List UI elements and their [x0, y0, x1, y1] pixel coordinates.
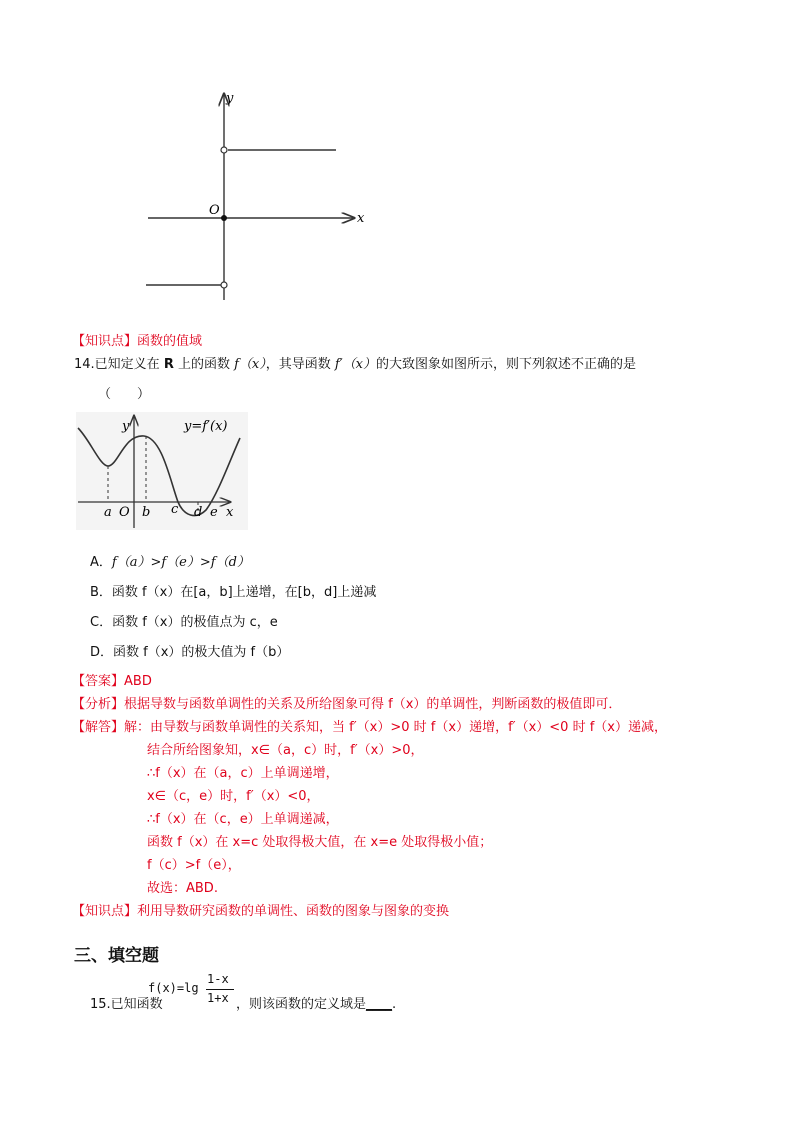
answer-blank[interactable]: ____: [366, 997, 393, 1012]
analysis: 【分析】根据导数与函数单调性的关系及所给图象可得 f（x）的单调性，判断函数的极值即可．: [72, 697, 622, 712]
question-14-stem: 14.已知定义在 R 上的函数 f（x），其导函数 f′（x）的大致图象如图所示，则下列叙述不正确的是: [74, 357, 637, 372]
section-heading: 三、填空题: [74, 946, 159, 966]
g2-x-label: x: [226, 505, 234, 520]
solution-line-3: x∈（c，e）时，f′（x）<0，: [147, 789, 320, 804]
origin-point: [221, 215, 227, 221]
kp13-text: 函数的值域: [137, 334, 203, 349]
solution-line-4: ∴f（x）在（c，e）上单调递减，: [147, 812, 339, 827]
q15-formula-fx: f(x)=lg: [148, 981, 199, 995]
q15-fraction-numerator: 1-x: [207, 972, 229, 986]
answer: 【答案】ABD: [72, 674, 152, 689]
g2-e-label: e: [210, 505, 218, 520]
knowledge-point-13: [72, 333, 202, 351]
derivative-graph: [70, 410, 250, 532]
g2-d-label: d: [194, 505, 203, 520]
graph1-origin-label: O: [209, 203, 220, 218]
option-A[interactable]: A．f（a）>f（e）>f（d）: [90, 555, 250, 570]
g2-y-label: y: [122, 419, 130, 434]
option-B[interactable]: B．函数 f（x）在[a，b]上递增，在[b，d]上递减: [90, 585, 377, 600]
g2-curve-label: y=f′(x): [184, 419, 228, 434]
upper-open-point: [221, 147, 227, 153]
question-15-prefix: 15.已知函数: [90, 997, 163, 1012]
set-R: R: [163, 357, 174, 372]
option-D[interactable]: D．函数 f（x）的极大值为 f（b）: [90, 645, 290, 660]
solution-line-5: 函数 f（x）在 x=c 处取得极大值，在 x=e 处取得极小值；: [147, 835, 493, 850]
kp13-tag: 【知识点】: [72, 334, 138, 349]
g2-b-label: b: [142, 505, 151, 520]
graph1-y-label: y: [226, 91, 234, 106]
solution-line-1: 结合所给图象知，x∈（a，c）时，f′（x）>0，: [147, 743, 424, 758]
g2-c-label: c: [171, 502, 179, 517]
graph1-x-label: x: [357, 211, 365, 226]
q15-fraction-denominator: 1+x: [207, 991, 229, 1005]
q15-fraction-bar: [206, 989, 234, 990]
g2-O-label: O: [119, 505, 130, 520]
solution-first-line: 【解答】解：由导数与函数单调性的关系知，当 f′（x）>0 时 f（x）递增，f′（x）<0 时 f（x）递减，: [72, 720, 667, 735]
range-function-graph: [140, 88, 370, 303]
question-15-suffix: ，则该函数的定义域是____.: [236, 997, 397, 1012]
solution-line-2: ∴f（x）在（a，c）上单调递增，: [147, 766, 339, 781]
lower-open-point: [221, 282, 227, 288]
solution-line-6: f（c）>f（e），: [147, 858, 241, 873]
option-C[interactable]: C．函数 f（x）的极值点为 c，e: [90, 615, 278, 630]
g2-a-label: a: [104, 505, 112, 520]
solution-line-7: 故选：ABD.: [147, 881, 218, 896]
question-14-paren: （ ）: [98, 387, 151, 402]
knowledge-point-14: 【知识点】利用导数研究函数的单调性、函数的图象与图象的变换: [72, 904, 450, 919]
